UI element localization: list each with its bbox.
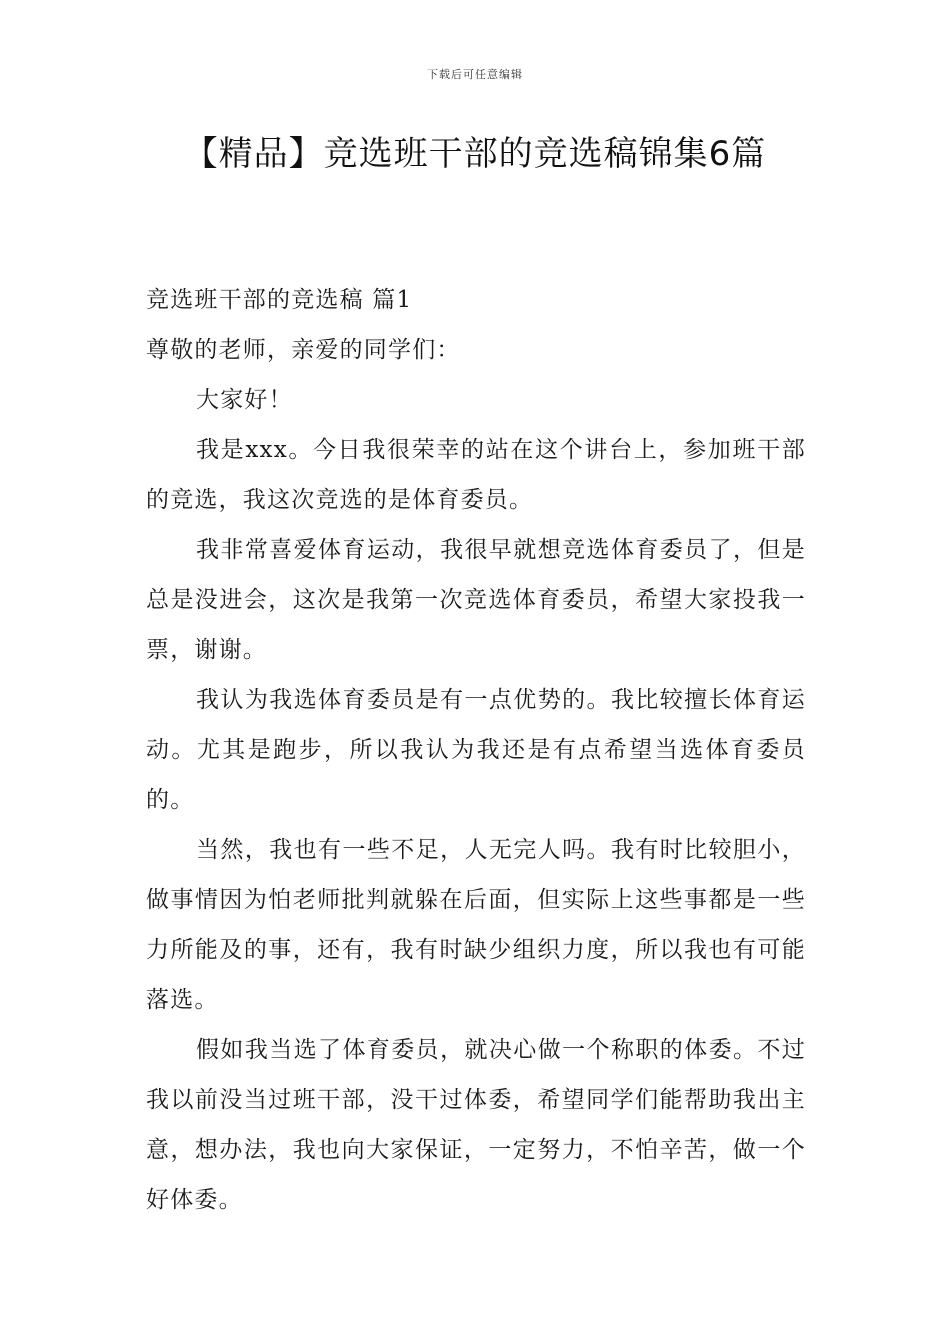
document-body xyxy=(146,275,806,1225)
paragraph: 我是xxx。今日我很荣幸的站在这个讲台上，参加班干部的竞选，我这次竞选的是体育委员。 xyxy=(146,437,806,513)
paragraph: 我非常喜爱体育运动，我很早就想竞选体育委员了，但是总是没进会，这次是我第一次竞选体育委员，希望大家投我一票，谢谢。 xyxy=(146,537,806,663)
header-note: 下载后可任意编辑 xyxy=(427,68,523,81)
salutation: 尊敬的老师，亲爱的同学们： xyxy=(146,337,461,363)
paragraph: 当然，我也有一些不足，人无完人吗。我有时比较胆小，做事情因为怕老师批判就躲在后面，但实际上这些事都是一些力所能及的事，还有，我有时缺少组织力度，所以我也有可能落选。 xyxy=(146,837,806,1013)
section-heading: 竞选班干部的竞选稿 篇1 xyxy=(146,287,413,313)
paragraph: 假如我当选了体育委员，就决心做一个称职的体委。不过我以前没当过班干部，没干过体委，希望同学们能帮助我出主意，想办法，我也向大家保证，一定努力，不怕辛苦，做一个好体委。 xyxy=(146,1037,806,1213)
paragraph: 大家好！ xyxy=(196,387,293,413)
document-title: 【精品】竞选班干部的竞选稿锦集6篇 xyxy=(183,134,767,174)
paragraph: 我认为我选体育委员是有一点优势的。我比较擅长体育运动。尤其是跑步，所以我认为我还是有点希望当选体育委员的。 xyxy=(146,687,806,813)
